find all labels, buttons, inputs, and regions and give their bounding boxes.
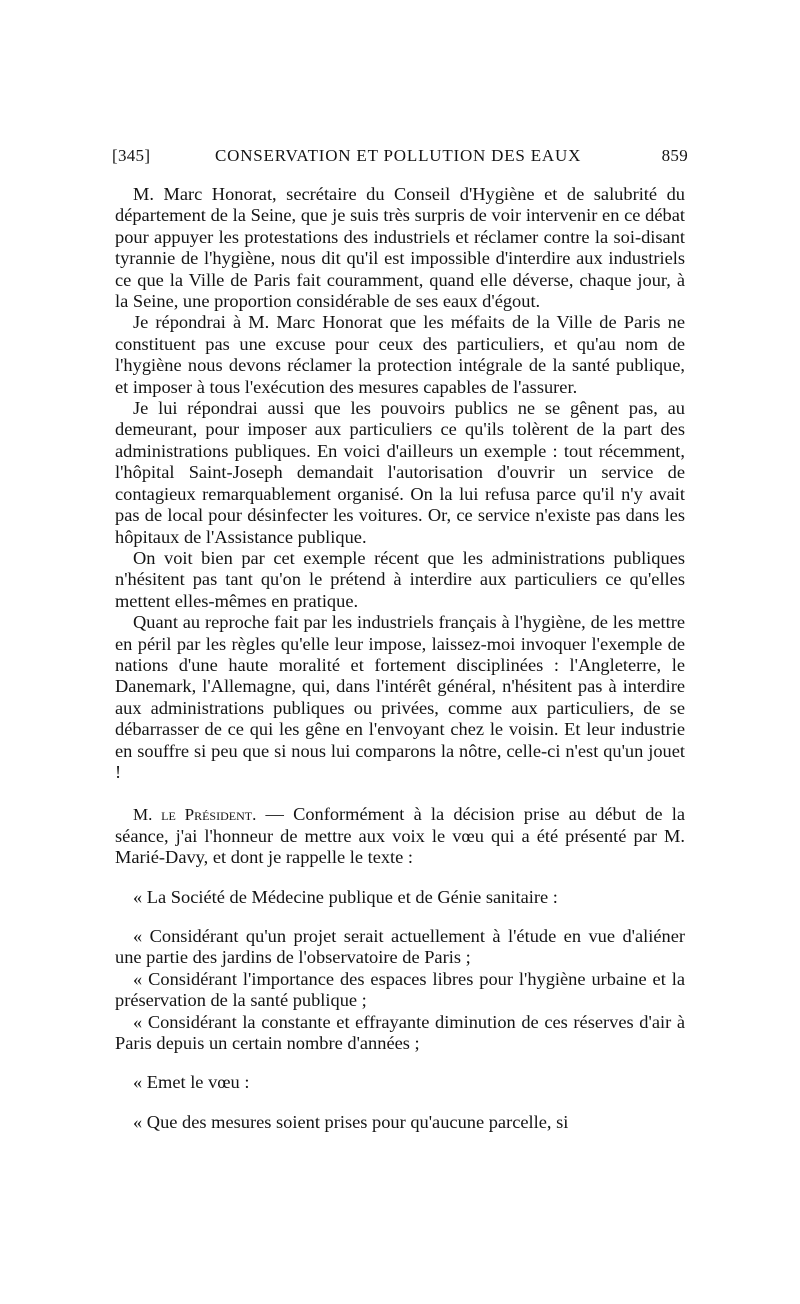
speaker-name: M. le Président. <box>133 805 257 825</box>
page-reference: [345] <box>112 146 151 165</box>
paragraph: Je lui répondrai aussi que les pouvoirs publics ne se gênent pas, au demeurant, pour imposer aux particuliers ce qu'ils tolèrent de la part des administrations publiques. En voici d'ailleurs un exemple : tout récemment, l'hôpital Saint-Joseph demandait l'autorisation d'ouvrir un service de contagieux remarquablement organisé. On la lui refusa parce qu'il n'y avait pas de local pour désinfecter les voitures. Or, ce service n'existe pas dans les hôpitaux de l'Assistance publique. <box>115 398 685 547</box>
paragraph: Je répondrai à M. Marc Honorat que les méfaits de la Ville de Paris ne constituent pas une excuse pour ceux des particuliers, et qu'au nom de l'hygiène nous devons réclamer la protection intégrale de la santé publique, et imposer à tous l'exécution des mesures capables de l'assurer. <box>115 312 685 397</box>
resolution-que: « Que des mesures soient prises pour qu'aucune parcelle, si <box>133 1111 569 1132</box>
running-header <box>112 146 688 170</box>
paragraph: M. Marc Honorat, secrétaire du Conseil d'Hygiène et de salubrité du département de la Seine, que je suis très surpris de voir intervenir en ce débat pour appuyer les protestations des industriels et réclamer contre la soi-disant tyrannie de l'hygiène, nous dit qu'il est impossible d'interdire aux industriels ce que la Ville de Paris fait couramment, quand elle déverse, chaque jour, à la Seine, une proportion considérable de ses eaux d'égout. <box>115 184 685 312</box>
running-title: CONSERVATION ET POLLUTION DES EAUX <box>215 146 582 165</box>
resolution-considerant: « Considérant qu'un projet serait actuellement à l'étude en vue d'aliéner une partie des jardins de l'observatoire de Paris ; <box>115 926 685 968</box>
paragraph: Quant au reproche fait par les industriels français à l'hygiène, de les mettre en péril par les règles qu'elle leur impose, laissez-moi invoquer l'exemple de nations d'une haute moralité et fortement disciplinées : l'Angleterre, le Danemark, l'Allemagne, qui, dans l'intérêt général, n'hésitent pas à interdire aux administrations publiques ou privées, comme aux particuliers, de se débarrasser de ce qui les gêne en l'envoyant chez le voisin. Et leur industrie en souffre si peu que si nous lui comparons la nôtre, celle-ci n'est qu'un jouet ! <box>115 612 685 782</box>
body-text <box>115 184 685 1133</box>
president-paragraph <box>115 804 685 868</box>
page-number: 859 <box>661 146 688 165</box>
president-text: — Conformément à la décision prise au début de la séance, j'ai l'honneur de mettre aux voix le vœu qui a été présenté par M. Marié-Davy, et dont je rappelle le texte : <box>115 804 685 868</box>
resolution-considerant: « Considérant la constante et effrayante diminution de ces réserves d'air à Paris depuis un certain nombre d'années ; <box>115 1011 685 1054</box>
paragraph: On voit bien par cet exemple récent que les administrations publiques n'hésitent pas tant qu'on le prétend à interdire aux particuliers ce qu'elles mettent elles-mêmes en pratique. <box>115 547 685 611</box>
resolution-considerant: « Considérant l'importance des espaces libres pour l'hygiène urbaine et la préservation de la santé publique ; <box>115 968 685 1011</box>
resolution-emet: « Emet le vœu : <box>133 1072 250 1093</box>
resolution-society: « La Société de Médecine publique et de Génie sanitaire : <box>133 886 558 907</box>
